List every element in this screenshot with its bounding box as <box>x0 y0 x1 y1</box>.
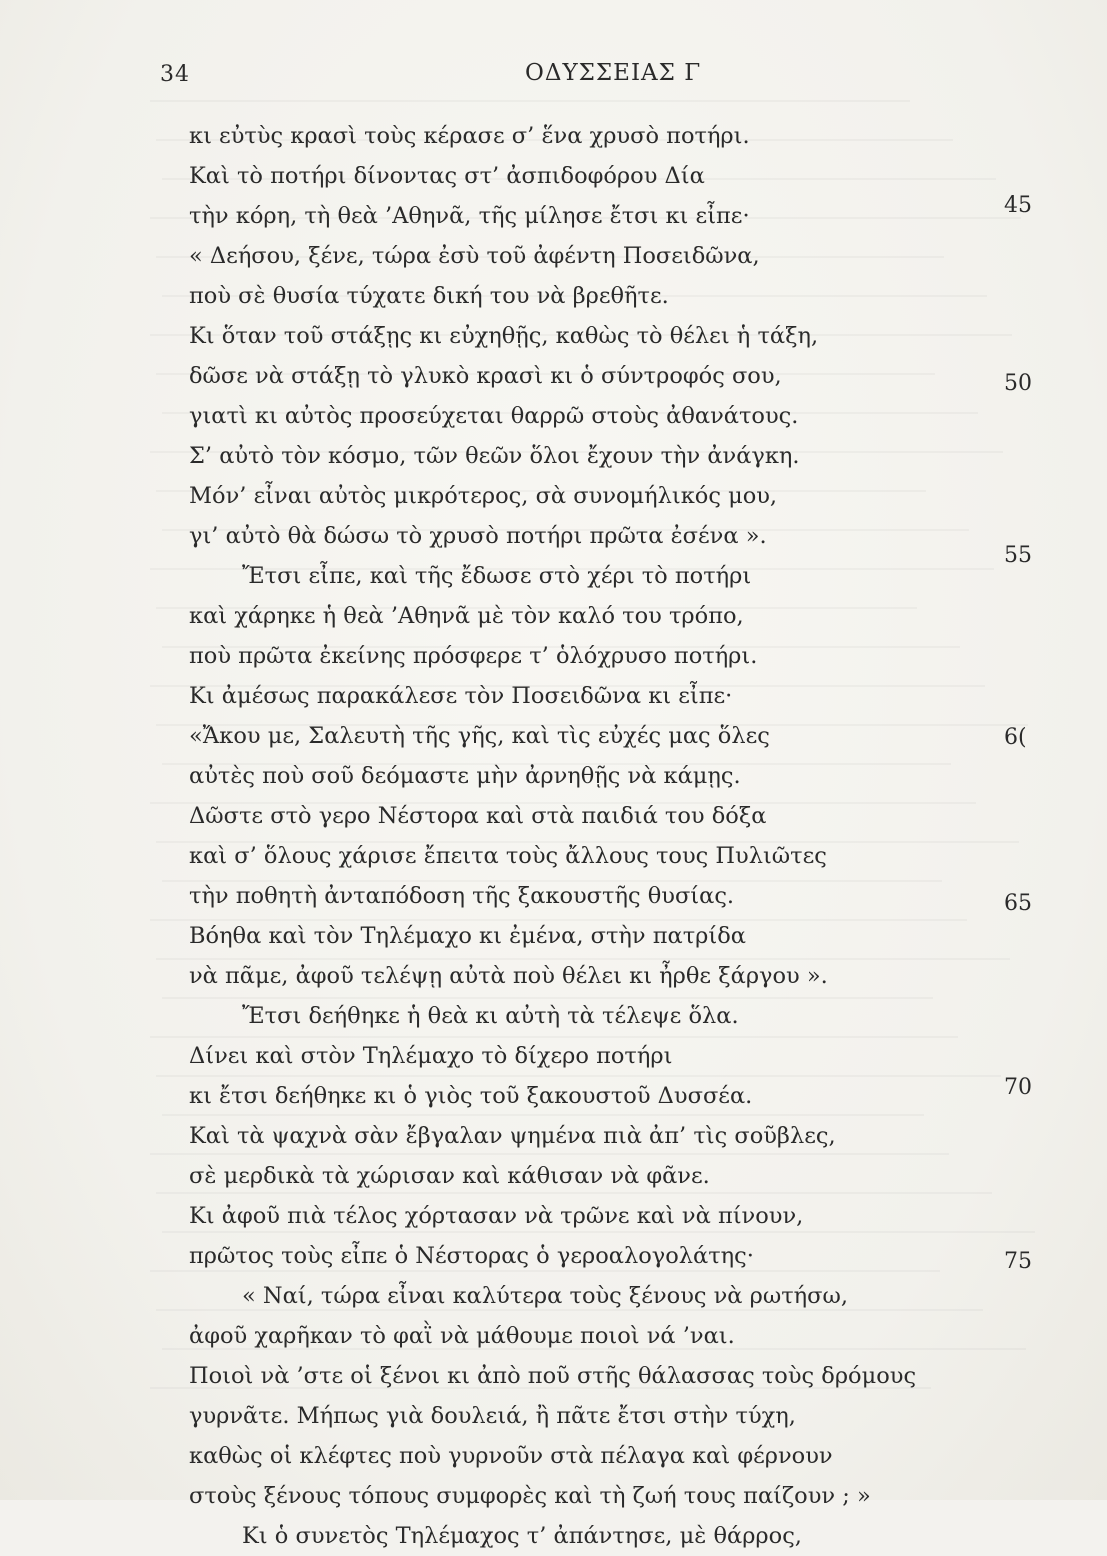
verse-line: σὲ μερδικὰ τὰ χώρισαν καὶ κάθισαν νὰ φᾶνε. <box>189 1163 710 1189</box>
verse-line: Κι ὅταν τοῦ στάξῃς κι εὐχηθῇς, καθὼς τὸ θέλει ἡ τάξη, <box>189 323 819 349</box>
verse-line: « Δεήσου, ξένε, τώρα ἐσὺ τοῦ ἀφέντη Ποσειδῶνα, <box>189 243 760 269</box>
verse-line: Καὶ τὰ ψαχνὰ σὰν ἔβγαλαν ψημένα πιὰ ἀπ’ τὶς σοῦβλες, <box>189 1123 836 1149</box>
verse-line: Κι ὁ συνετὸς Τηλέμαχος τ’ ἀπάντησε, μὲ θάρρος, <box>242 1523 802 1549</box>
line-number: 45 <box>1004 193 1032 218</box>
verse-line: δῶσε νὰ στάξῃ τὸ γλυκὸ κρασὶ κι ὁ σύντροφός σου, <box>189 363 782 389</box>
verse-line: ποὺ πρῶτα ἐκείνης πρόσφερε τ’ ὁλόχρυσο ποτήρι. <box>189 643 758 669</box>
verse-line: Ἔτσι εἶπε, καὶ τῆς ἔδωσε στὸ χέρι τὸ ποτήρι <box>242 563 752 589</box>
verse-line: ἀφοῦ χαρῆκαν τὸ φαῒ νὰ μάθουμε ποιοὶ νά ’ναι. <box>189 1323 735 1349</box>
verse-line: Βόηθα καὶ τὸν Τηλέμαχο κι ἐμένα, στὴν πατρίδα <box>189 923 746 949</box>
verse-line: νὰ πᾶμε, ἀφοῦ τελέψῃ αὐτὰ ποὺ θέλει κι ἦρθε ξάργου ». <box>189 963 828 989</box>
verse-line: Μόν’ εἶναι αὐτὸς μικρότερος, σὰ συνομήλικός μου, <box>189 483 778 509</box>
verse-line: Καὶ τὸ ποτήρι δίνοντας στ’ ἀσπιδοφόρου Δία <box>189 163 705 189</box>
verse-line: τὴν ποθητὴ ἀνταπόδοση τῆς ξακουστῆς θυσίας. <box>189 883 735 909</box>
line-number: 55 <box>1004 543 1032 568</box>
bleed-stroke <box>150 100 910 102</box>
verse-line: γι’ αὐτὸ θὰ δώσω τὸ χρυσὸ ποτήρι πρῶτα ἐσένα ». <box>189 523 767 549</box>
page-header <box>0 56 1107 96</box>
line-number: 75 <box>1004 1249 1032 1274</box>
verse-line: γυρνᾶτε. Μήπως γιὰ δουλειά, ἢ πᾶτε ἔτσι στὴν τύχη, <box>189 1403 796 1429</box>
verse-line: κι ἔτσι δεήθηκε κι ὁ γιὸς τοῦ ξακουστοῦ Δυσσέα. <box>189 1083 753 1109</box>
verse-line: τὴν κόρη, τὴ θεὰ ’Αθηνᾶ, τῆς μίλησε ἔτσι κι εἶπε· <box>189 203 750 229</box>
verse-line: Ποιοὶ νὰ ’στε οἱ ξένοι κι ἀπὸ ποῦ στῆς θάλασσας τοὺς δρόμους <box>189 1363 917 1389</box>
verse-line: Κι ἀφοῦ πιὰ τέλος χόρτασαν νὰ τρῶνε καὶ νὰ πίνουν, <box>189 1203 804 1229</box>
verse-line: καὶ χάρηκε ἡ θεὰ ’Αθηνᾶ μὲ τὸν καλό του τρόπο, <box>189 603 744 629</box>
verse-line: καθὼς οἱ κλέφτες ποὺ γυρνοῦν στὰ πέλαγα καὶ φέρνουν <box>189 1443 833 1469</box>
verse-line: Ἔτσι δεήθηκε ἡ θεὰ κι αὐτὴ τὰ τέλεψε ὅλα. <box>242 1003 739 1029</box>
verse-line: Δίνει καὶ στὸν Τηλέμαχο τὸ δίχερο ποτήρι <box>189 1043 673 1069</box>
verse-line: ποὺ σὲ θυσία τύχατε δική του νὰ βρεθῆτε. <box>189 283 669 309</box>
line-number: 50 <box>1004 371 1032 396</box>
verse-line: αὐτὲς ποὺ σοῦ δεόμαστε μὴν ἀρνηθῇς νὰ κάμῃς. <box>189 763 741 789</box>
line-number: 6( <box>1004 725 1027 750</box>
line-number: 70 <box>1004 1075 1032 1100</box>
page-number: 34 <box>160 62 190 87</box>
verse-line: πρῶτος τοὺς εἶπε ὁ Νέστορας ὁ γεροαλογολάτης· <box>189 1243 754 1269</box>
verse-line: Δῶστε στὸ γερο Νέστορα καὶ στὰ παιδιά του δόξα <box>189 803 767 829</box>
verse-line: καὶ σ’ ὅλους χάρισε ἔπειτα τοὺς ἄλλους τους Πυλιῶτες <box>189 843 827 869</box>
verse-line: κι εὐτὺς κρασὶ τοὺς κέρασε σ’ ἕνα χρυσὸ ποτήρι. <box>189 123 750 149</box>
verse-line: « Ναί, τώρα εἶναι καλύτερα τοὺς ξένους νὰ ρωτήσω, <box>242 1283 849 1309</box>
verse-line: Σ’ αὐτὸ τὸν κόσμο, τῶν θεῶν ὅλοι ἔχουν τὴν ἀνάγκη. <box>189 443 800 469</box>
verse-line: στοὺς ξένους τόπους συμφορὲς καὶ τὴ ζωή τους παίζουν ; » <box>189 1483 871 1509</box>
line-number: 65 <box>1004 891 1032 916</box>
verse-line: Κι ἀμέσως παρακάλεσε τὸν Ποσειδῶνα κι εἶπε· <box>189 683 733 709</box>
running-title: ΟΔΥΣΣΕΙΑΣ Γ <box>525 60 702 86</box>
verse-line: «Ἄκου με, Σαλευτὴ τῆς γῆς, καὶ τὶς εὐχές μας ὅλες <box>189 723 770 749</box>
verse-line: γιατὶ κι αὐτὸς προσεύχεται θαρρῶ στοὺς ἀθανάτους. <box>189 403 799 429</box>
